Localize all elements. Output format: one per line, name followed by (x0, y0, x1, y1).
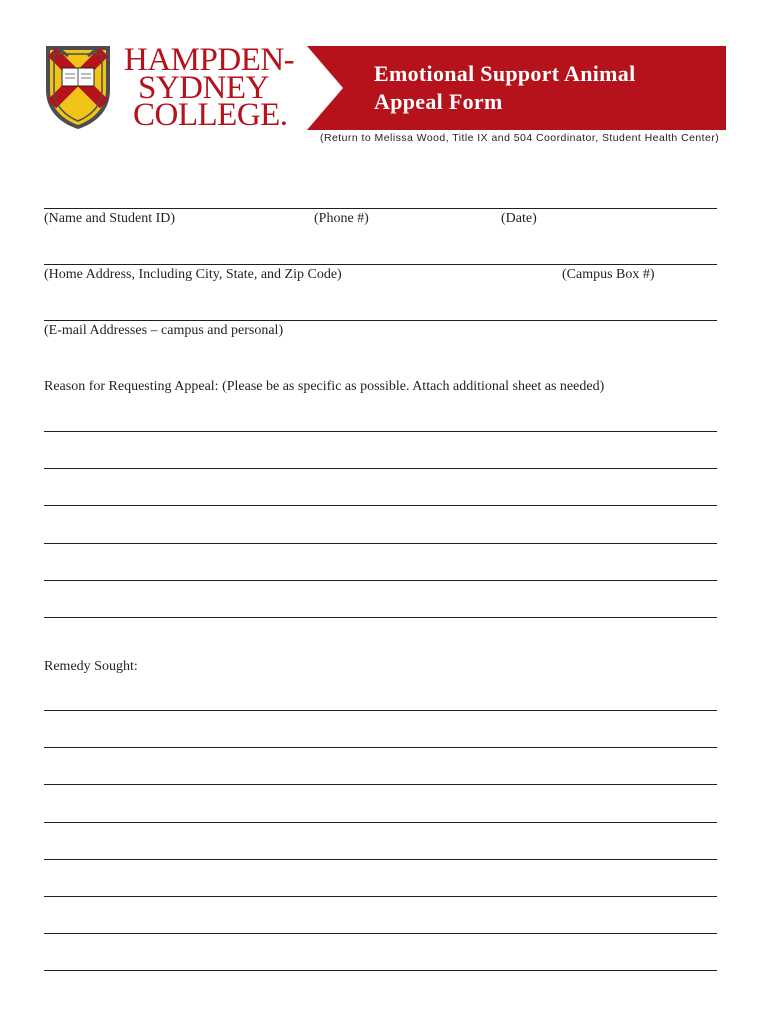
form-title-line-2: Appeal Form (374, 89, 503, 114)
logo-wordmark-line-1: HAMPDEN- (124, 42, 295, 78)
logo-wordmark-line-2: SYDNEY (138, 70, 269, 106)
remedy-line[interactable] (44, 710, 717, 711)
remedy-line[interactable] (44, 859, 717, 860)
remedy-label: Remedy Sought: (44, 659, 138, 674)
reason-line[interactable] (44, 468, 717, 469)
reason-line[interactable] (44, 505, 717, 506)
title-banner (307, 46, 726, 130)
email-label: (E-mail Addresses – campus and personal) (44, 323, 284, 338)
remedy-line[interactable] (44, 970, 717, 971)
remedy-line[interactable] (44, 933, 717, 934)
college-crest-logo (44, 44, 112, 130)
form-title-line-1: Emotional Support Animal (374, 61, 636, 86)
reason-line[interactable] (44, 617, 717, 618)
date-label: (Date) (501, 211, 537, 226)
reason-line[interactable] (44, 543, 717, 544)
reason-label: Reason for Requesting Appeal: (Please be as specific as possible. Attach additional sheet as needed) (44, 379, 605, 394)
remedy-line[interactable] (44, 784, 717, 785)
logo-wordmark-line-3: COLLEGE. (133, 97, 288, 133)
remedy-line[interactable] (44, 747, 717, 748)
return-instructions: (Return to Melissa Wood, Title IX and 504 Coordinator, Student Health Center) (320, 132, 720, 144)
address-line[interactable] (44, 264, 717, 265)
name-label: (Name and Student ID) (44, 211, 176, 226)
remedy-line[interactable] (44, 822, 717, 823)
name-phone-date-line[interactable] (44, 208, 717, 209)
reason-line[interactable] (44, 580, 717, 581)
phone-label: (Phone #) (314, 211, 369, 226)
address-label: (Home Address, Including City, State, and Zip Code) (44, 267, 342, 282)
remedy-line[interactable] (44, 896, 717, 897)
campus-box-label: (Campus Box #) (562, 267, 655, 282)
email-line[interactable] (44, 320, 717, 321)
reason-line[interactable] (44, 431, 717, 432)
